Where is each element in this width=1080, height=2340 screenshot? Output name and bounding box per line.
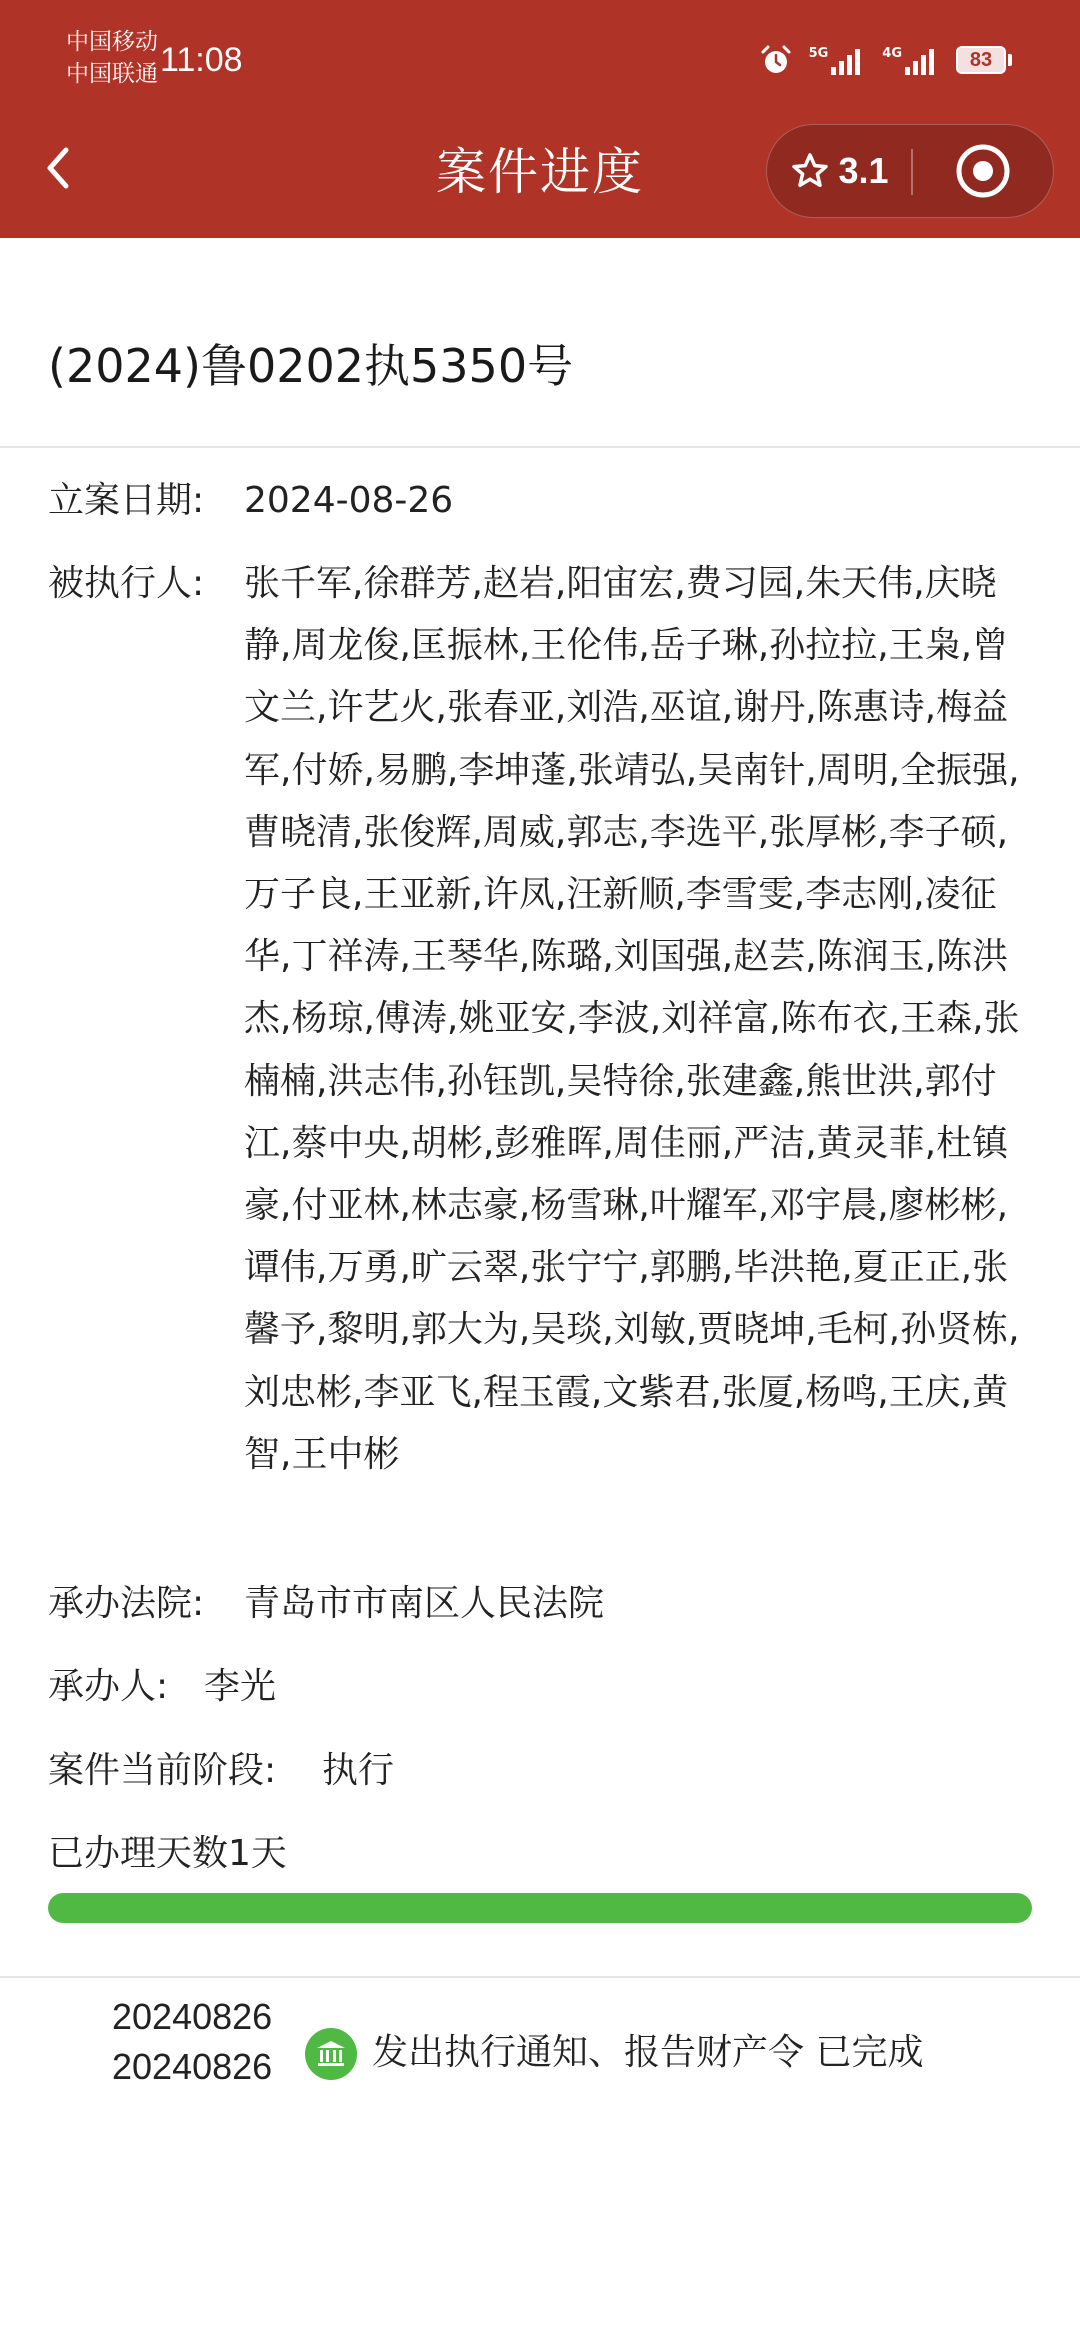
filing-date-label: 立案日期:	[48, 480, 205, 521]
timeline-item-description: 发出执行通知、报告财产令 已完成	[372, 2032, 924, 2073]
rating-value: 3.1	[838, 150, 889, 191]
handler-value: 李光	[204, 1666, 277, 1707]
signal-4g	[882, 45, 940, 75]
target-icon	[955, 143, 1011, 199]
case-number: (2024)鲁0202执5350号	[48, 339, 574, 393]
timeline-date-end: 20240826	[112, 2046, 273, 2087]
progress-fill	[48, 1893, 1032, 1923]
timeline-dates	[112, 1992, 272, 2092]
rating-button[interactable]	[767, 125, 912, 217]
close-miniprogram-button[interactable]	[913, 125, 1053, 217]
app-header	[0, 0, 1080, 238]
handler-label: 承办人:	[48, 1666, 169, 1707]
stage-label: 案件当前阶段:	[48, 1750, 277, 1791]
star-icon	[790, 151, 830, 191]
carrier-1: 中国移动	[66, 29, 158, 55]
stage-value: 执行	[322, 1750, 395, 1791]
carrier-info	[66, 26, 158, 90]
court-value: 青岛市市南区人民法院	[244, 1583, 605, 1624]
section-divider	[0, 446, 1080, 448]
status-time: 11:08	[160, 41, 243, 79]
court-label: 承办法院:	[48, 1583, 205, 1624]
status-bar	[0, 0, 1080, 110]
carrier-2: 中国联通	[66, 61, 158, 87]
battery-level: 83	[956, 46, 1006, 74]
section-divider	[0, 1976, 1080, 1978]
signal-5g-label: 5G	[808, 46, 829, 61]
battery-icon	[956, 46, 1012, 74]
page-title: 案件进度	[436, 143, 644, 201]
signal-5g	[809, 45, 867, 75]
signal-4g-label: 4G	[882, 46, 902, 61]
status-icons	[759, 40, 1012, 80]
menu-capsule	[766, 124, 1054, 218]
progress-bar	[48, 1893, 1032, 1923]
alarm-icon	[759, 43, 793, 77]
signal-icon	[904, 45, 940, 75]
parties-value: 张千军,徐群芳,赵岩,阳宙宏,费习园,朱天伟,庆晓静,周龙俊,匡振林,王伦伟,岳子琳,孙拉拉,王枭,曾文兰,许艺火,张春亚,刘浩,巫谊,谢丹,陈惠诗,梅益军,付娇,易鹏,李坤蓬,张靖弘,吴南针,周明,全振强,曹晓清,张俊辉,周威,郭志,李选平,张厚彬,李子硕,万子良,王亚新,许凤,汪新顺,李雪雯,李志刚,凌征华,丁祥涛,王琴华,陈璐,刘国强,赵芸,陈润玉,陈洪杰,杨琼,傅涛,姚亚安,李波,刘祥富,陈布衣,王森,张楠楠,洪志伟,孙钰凯,吴特徐,张建鑫,熊世洪,郭付江,蔡中央,胡彬,彭雅晖,周佳丽,严洁,黄灵菲,杜镇豪,付亚林,林志豪,杨雪琳,叶耀军,邓宇晨,廖彬彬,谭伟,万勇,旷云翠,张宁宁,郭鹏,毕洪艳,夏正正,张馨予,黎明,郭大为,吴琰,刘敏,贾晓坤,毛柯,孙贤栋,刘忠彬,李亚飞,程玉霞,文紫君,张厦,杨鸣,王庆,黄智,王中彬	[244, 563, 1020, 1475]
court-building-icon	[305, 2028, 357, 2080]
filing-date-value: 2024-08-26	[244, 480, 454, 521]
days-handled: 已办理天数1天	[48, 1833, 287, 1874]
signal-icon	[830, 45, 866, 75]
timeline-date-start: 20240826	[112, 1996, 273, 2037]
parties-label: 被执行人:	[48, 563, 205, 604]
